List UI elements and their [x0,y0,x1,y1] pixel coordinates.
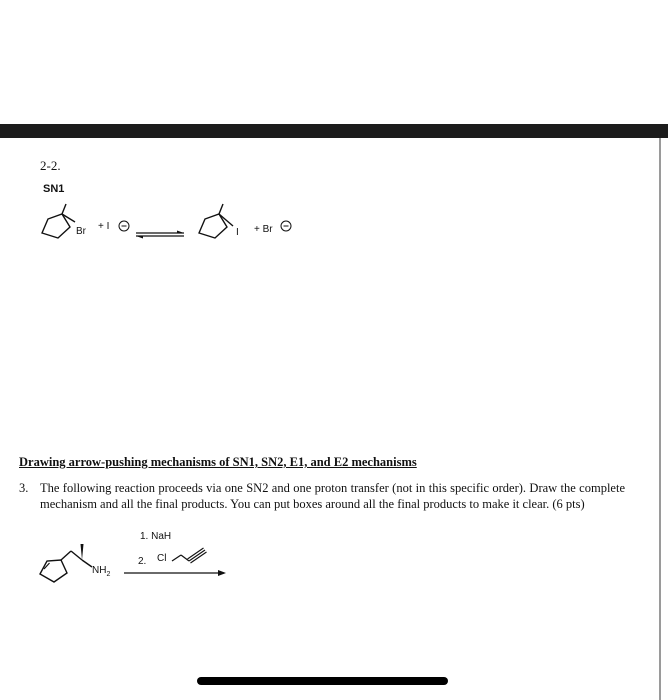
home-indicator[interactable] [197,677,448,685]
problem-3 [19,480,625,512]
chlorine-label: Cl [157,553,167,564]
section-number: 2-2. [40,158,61,173]
amine-subscript: 2 [106,571,111,578]
section-heading: Drawing arrow-pushing mechanisms of SN1, SN2, E1, and E2 mechanisms [19,455,417,469]
problem-number: 3. [19,481,29,495]
iodine-substituent-label: I [236,227,239,238]
amine-symbol: NH [92,565,107,576]
problem-text: The following reaction proceeds via one SN2 and one proton transfer (not in this specific order). Draw the complete mechanism and all the final products. You can put boxes around all the final products to make it clear. (6 pts) [40,481,625,511]
iodide-label: + I [98,221,110,232]
bromine-label: Br [76,226,86,237]
amine-label [92,565,110,578]
sn1-label: SN1 [43,183,65,195]
reagent-1: 1. NaH [140,531,172,542]
reagent-2-step: 2. [138,556,147,567]
bromide-label: + Br [254,224,273,235]
